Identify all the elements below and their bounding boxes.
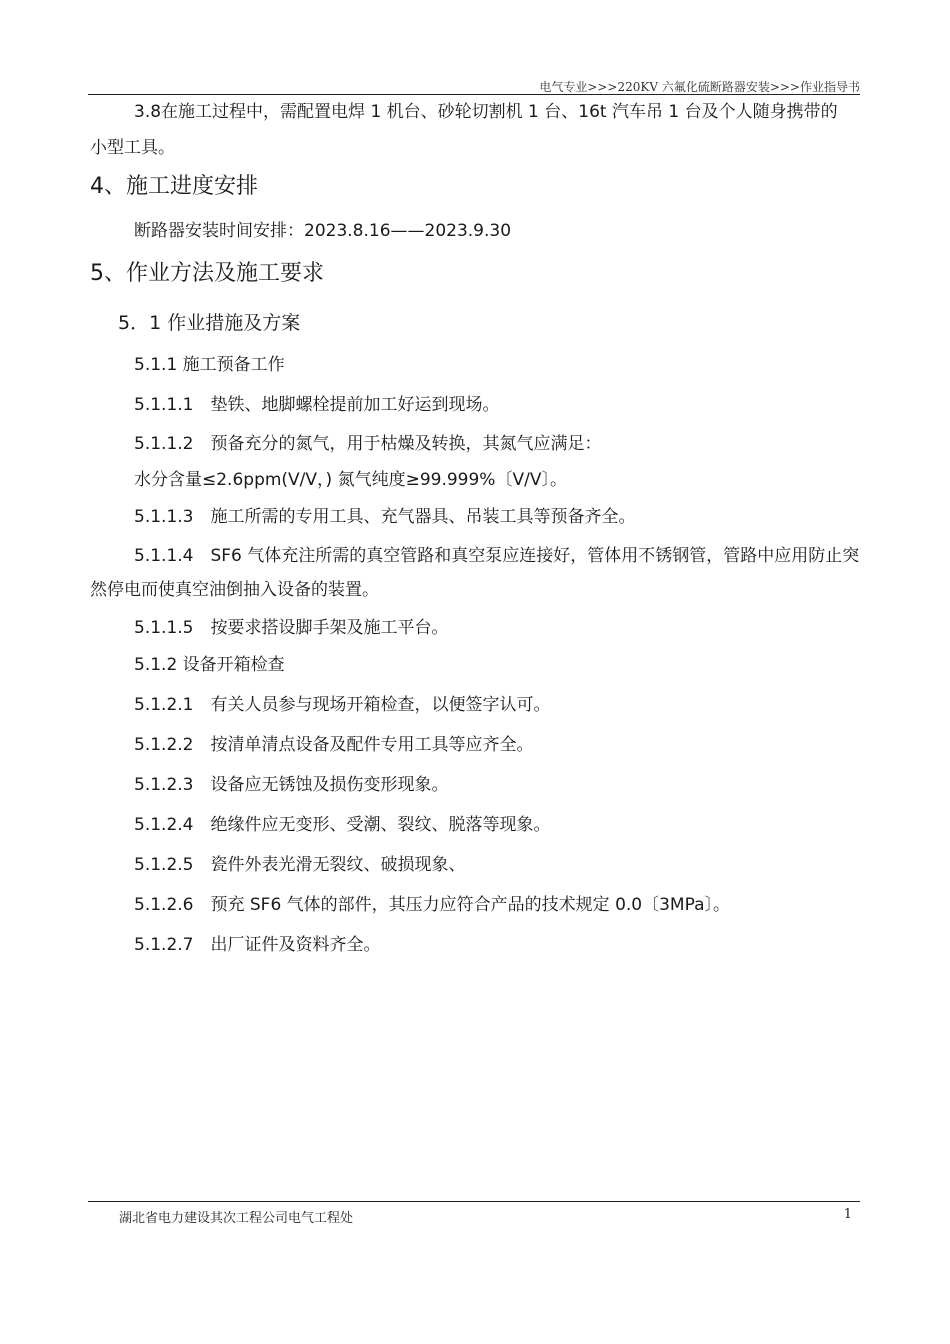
section-5-heading: 5、作业方法及施工要求 xyxy=(90,261,324,286)
paragraph-3-8-line-1: 3.8在施工过程中，需配置电焊 1 机台、砂轮切割机 1 台、16t 汽车吊 1 台及个人随身携带的 xyxy=(134,102,838,122)
section-5-1-1-heading: 5.1.1 施工预备工作 xyxy=(134,355,285,375)
header-text: 电气专业>>>220KV 六氟化硫断路器安装>>>作业指导书 xyxy=(539,80,860,94)
page-footer xyxy=(88,1201,860,1226)
item-5-1-2-7: 5.1.2.7 出厂证件及资料齐全。 xyxy=(134,935,381,955)
item-5-1-1-2: 5.1.1.2 预备充分的氮气，用于枯燥及转换，其氮气应满足： xyxy=(134,434,602,454)
item-5-1-2-3: 5.1.2.3 设备应无锈蚀及损伤变形现象。 xyxy=(134,775,449,795)
item-5-1-2-1: 5.1.2.1 有关人员参与现场开箱检查，以便签字认可。 xyxy=(134,695,551,715)
page-header xyxy=(88,80,860,95)
item-5-1-1-5: 5.1.1.5 按要求搭设脚手架及施工平台。 xyxy=(134,618,449,638)
item-5-1-1-1: 5.1.1.1 垫铁、地脚螺栓提前加工好运到现场。 xyxy=(134,395,500,415)
section-4-heading: 4、施工进度安排 xyxy=(90,174,258,199)
page-number: 1 xyxy=(843,1207,852,1222)
footer-company: 湖北省电力建设其次工程公司电气工程处 xyxy=(119,1211,354,1226)
paragraph-3-8-line-2: 小型工具。 xyxy=(90,138,175,158)
item-5-1-2-4: 5.1.2.4 绝缘件应无变形、受潮、裂纹、脱落等现象。 xyxy=(134,815,551,835)
item-5-1-1-4-line-2: 然停电而使真空油倒抽入设备的装置。 xyxy=(90,580,379,600)
item-5-1-2-6: 5.1.2.6 预充 SF6 气体的部件，其压力应符合产品的技术规定 0.0〔3MPa〕。 xyxy=(134,895,730,915)
item-5-1-2-2: 5.1.2.2 按清单清点设备及配件专用工具等应齐全。 xyxy=(134,735,534,755)
schedule-text: 断路器安装时间安排：2023.8.16——2023.9.30 xyxy=(134,221,512,241)
item-5-1-2-5: 5.1.2.5 瓷件外表光滑无裂纹、破损现象、 xyxy=(134,855,466,875)
section-5-1-2-heading: 5.1.2 设备开箱检查 xyxy=(134,655,285,675)
section-5-1-heading: 5．1 作业措施及方案 xyxy=(118,312,301,334)
item-5-1-1-3: 5.1.1.3 施工所需的专用工具、充气器具、吊装工具等预备齐全。 xyxy=(134,507,636,527)
item-5-1-1-4-line-1: 5.1.1.4 SF6 气体充注所需的真空管路和真空泵应连接好，管体用不锈钢管，管路中应用防止突 xyxy=(134,546,860,566)
item-5-1-1-2-requirements: 水分含量≤2.6ppm(V/V，) 氮气纯度≥99.999%〔V/V〕。 xyxy=(134,470,567,490)
